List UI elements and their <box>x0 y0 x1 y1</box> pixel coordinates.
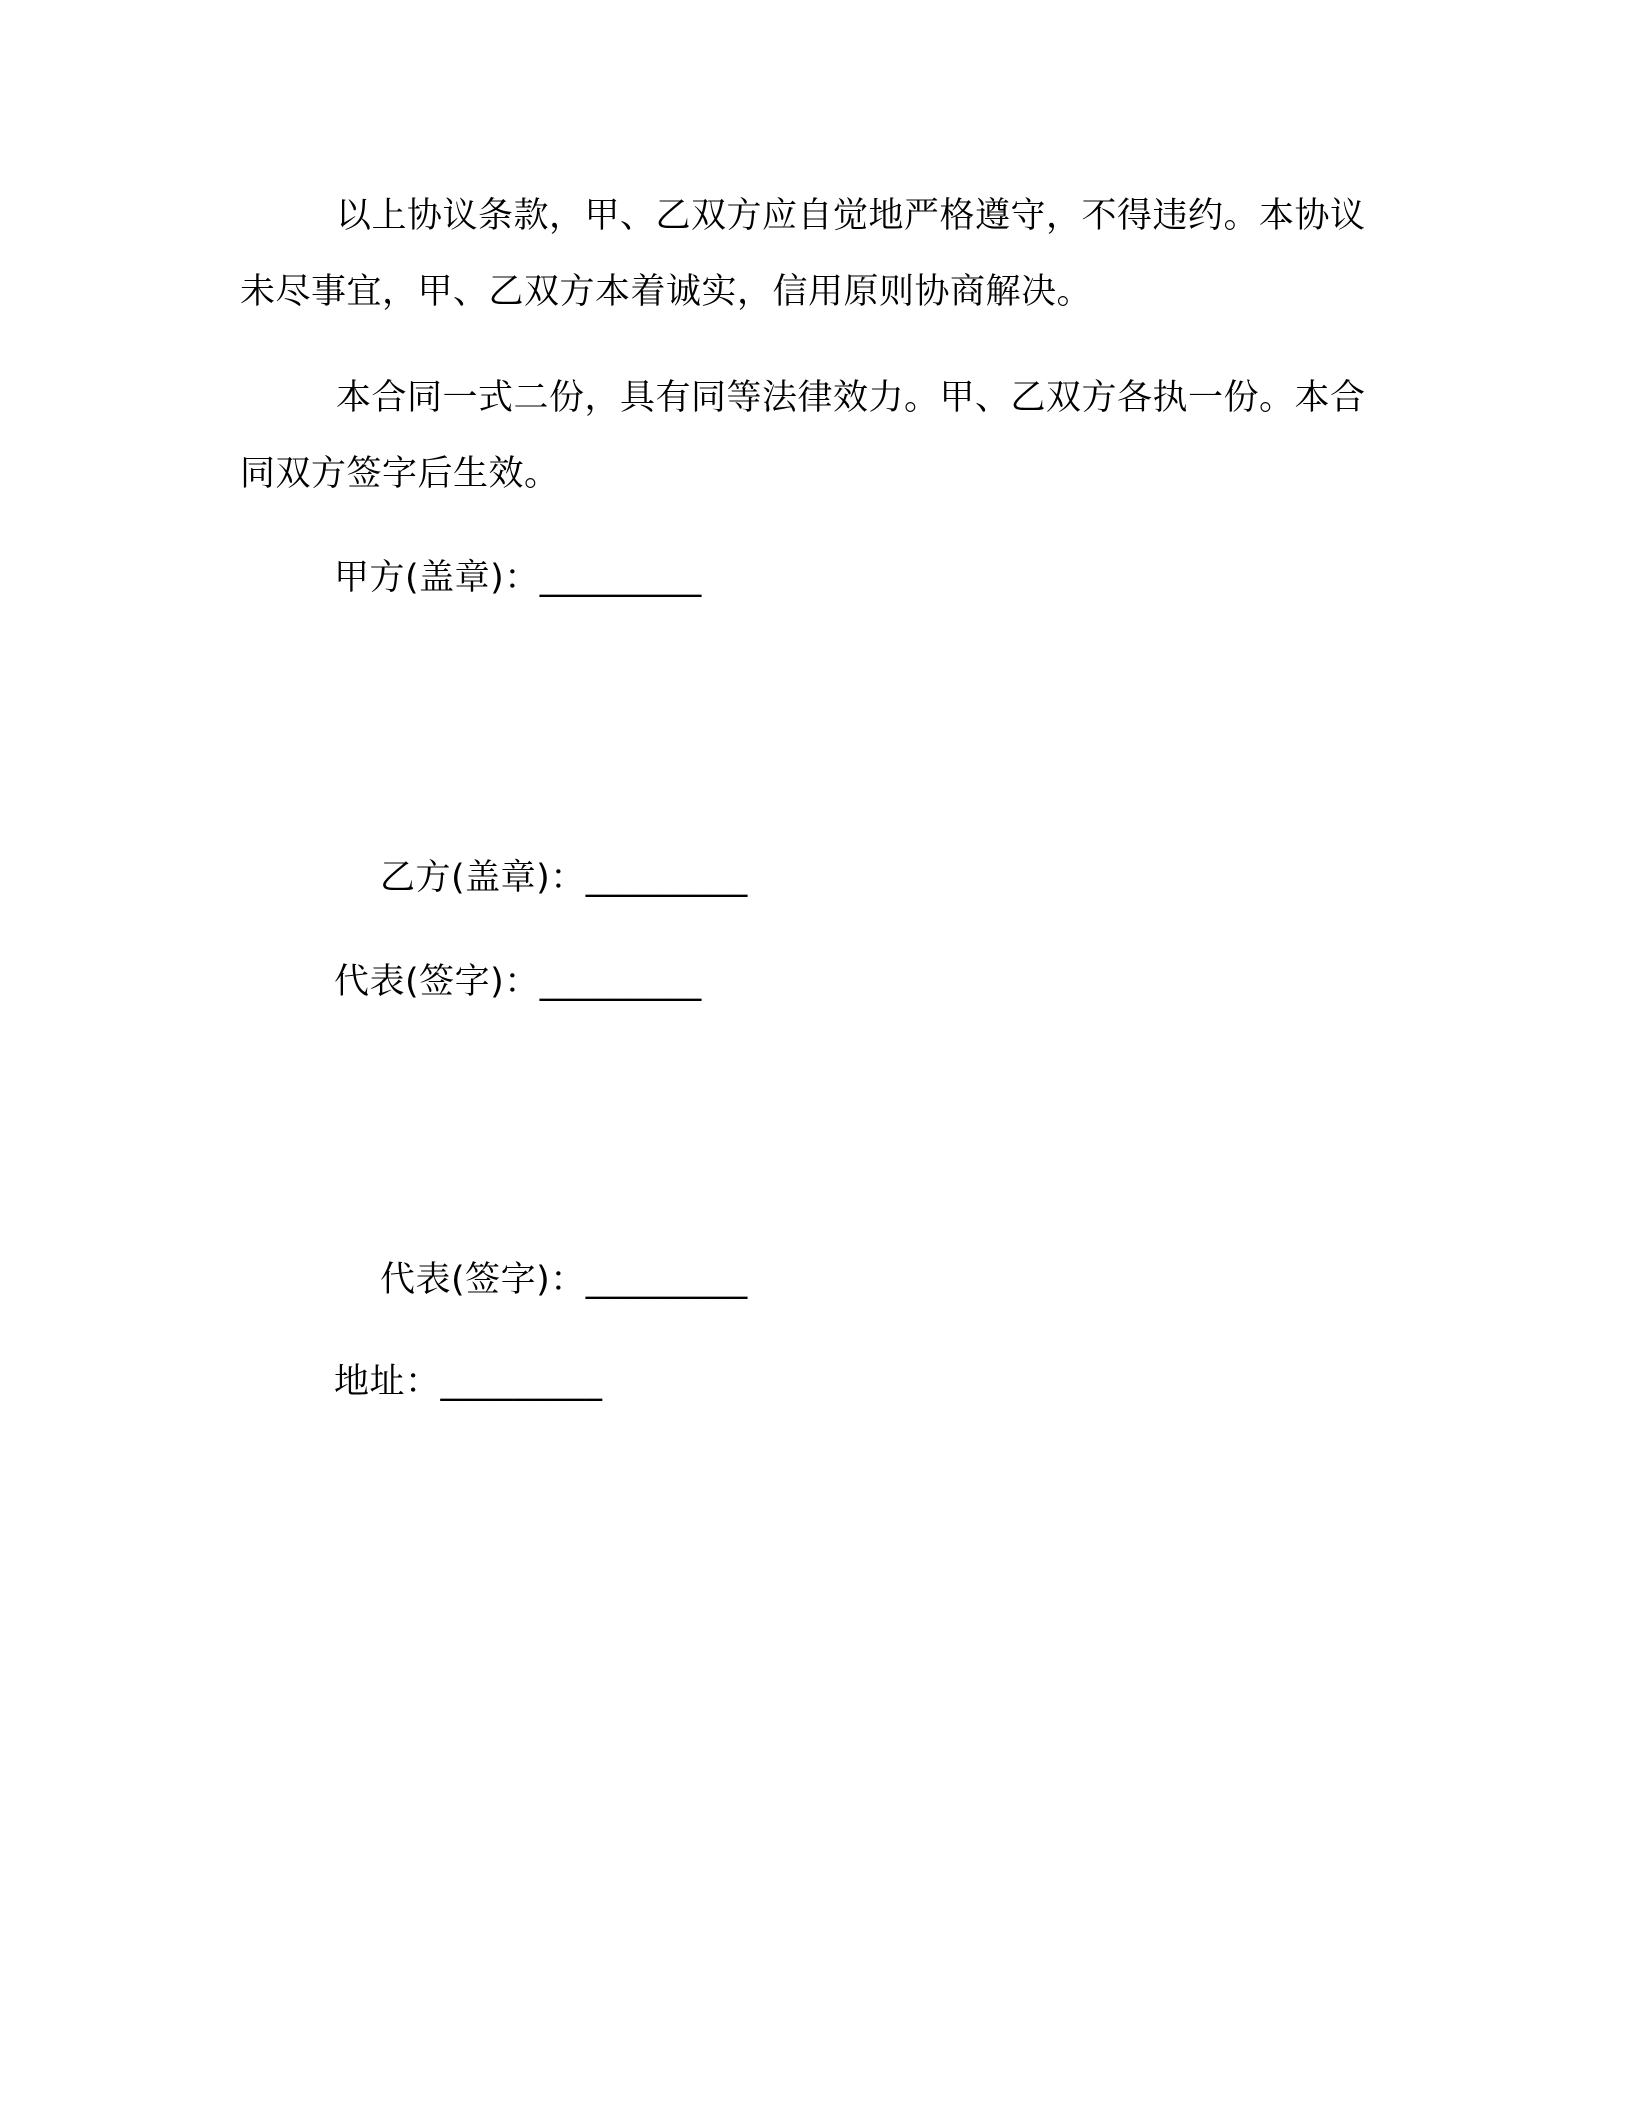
party-b-seal-field: 乙方(盖章)：_________ <box>380 858 748 898</box>
representative-signature-field-2: 代表(签字)：_________ <box>380 1260 748 1300</box>
party-a-seal-field: 甲方(盖章)：_________ <box>334 558 702 598</box>
clause-copies-paragraph: 本合同一式二份，具有同等法律效力。甲、乙双方各执一份。本合同双方签字后生效。 <box>240 378 1366 494</box>
clause-compliance-paragraph: 以上协议条款，甲、乙双方应自觉地严格遵守，不得违约。本协议未尽事宜，甲、乙双方本着诚实，信用原则协商解决。 <box>240 196 1366 312</box>
representative-signature-field-1: 代表(签字)：_________ <box>334 962 702 1002</box>
address-field: 地址：_________ <box>334 1362 603 1402</box>
